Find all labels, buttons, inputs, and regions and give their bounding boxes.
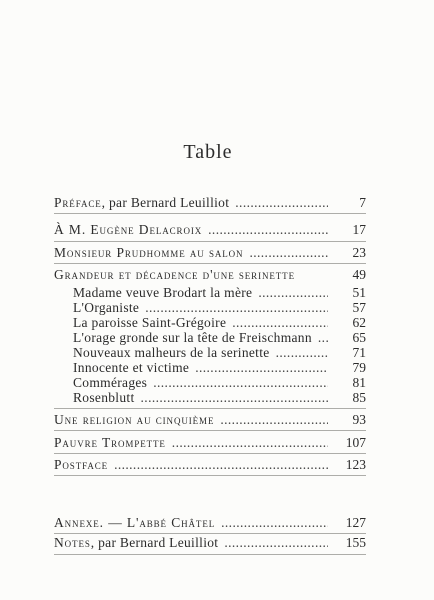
page-number: 23 <box>352 245 366 260</box>
toc-section <box>54 512 366 534</box>
toc-entry <box>54 535 366 551</box>
chapter-entry-text <box>73 345 328 360</box>
toc-entry <box>54 412 366 428</box>
toc-entry <box>54 195 366 211</box>
toc-section <box>54 534 366 555</box>
page-number: 127 <box>345 515 366 530</box>
page-number: 71 <box>352 345 366 360</box>
dot-leader <box>249 245 328 261</box>
page-number: 17 <box>352 222 366 237</box>
page-number: 79 <box>352 360 366 375</box>
dot-leader <box>220 412 328 428</box>
toc-entry-text <box>54 435 328 451</box>
chapter-title: Innocente et victime <box>73 360 190 375</box>
toc-section <box>54 454 366 476</box>
chapter-title: Commérages <box>73 375 148 390</box>
page-number: 7 <box>359 195 366 210</box>
toc-entry <box>54 245 366 261</box>
chapter-title: L'Organiste <box>73 300 140 315</box>
chapter-entry <box>73 315 366 330</box>
page-title: Table <box>183 141 233 163</box>
toc-entry-text <box>54 535 328 551</box>
chapter-title: Madame veuve Brodart la mère <box>73 285 253 300</box>
chapter-entry <box>73 300 366 315</box>
toc-entry-text <box>54 245 328 261</box>
chapter-entry <box>73 345 366 360</box>
toc-entry <box>54 435 366 451</box>
dot-leader <box>145 300 328 315</box>
toc-entry-title: Grandeur et décadence d'une serinette <box>54 267 295 282</box>
toc-entry-text <box>54 267 328 283</box>
page-number: 85 <box>352 390 366 405</box>
dot-leader <box>258 285 328 300</box>
chapter-entry-text <box>73 300 328 315</box>
toc-entry-text <box>54 515 328 531</box>
chapter-entry-text <box>73 390 328 405</box>
toc-entry-title: Notes <box>54 535 91 550</box>
dot-leader <box>141 390 328 405</box>
chapter-entry <box>73 360 366 375</box>
chapter-entry <box>73 285 366 300</box>
toc-section <box>54 242 366 264</box>
toc-entry-text <box>54 222 328 238</box>
chapter-entry-text <box>73 360 328 375</box>
toc-section <box>54 193 366 214</box>
page-number: 62 <box>352 315 366 330</box>
toc-entry-title: Pauvre Trompette <box>54 435 166 450</box>
dot-leader <box>224 535 328 551</box>
dot-leader <box>221 515 328 531</box>
page-number: 65 <box>352 330 366 345</box>
chapter-entry-text <box>73 285 328 300</box>
chapter-entry-text <box>73 375 328 390</box>
chapter-entry <box>73 330 366 345</box>
toc-entry-title: Une religion au cinquième <box>54 412 215 427</box>
toc-entry-text <box>54 195 328 211</box>
dot-leader <box>172 435 328 451</box>
toc-entry-title: Annexe. — L'abbé Châtel <box>54 515 216 530</box>
page-number: 81 <box>352 375 366 390</box>
toc-entry-title: Préface <box>54 195 102 210</box>
dot-leader <box>232 315 328 330</box>
toc-entry <box>54 222 366 238</box>
page-number: 107 <box>345 435 366 450</box>
toc-section <box>54 219 366 242</box>
toc-entry-text <box>54 457 328 473</box>
page-number: 93 <box>352 412 366 427</box>
toc-entry <box>54 267 366 283</box>
page-number: 155 <box>345 535 366 550</box>
toc-entry-title: Postface <box>54 457 109 472</box>
toc-entry <box>54 457 366 473</box>
dot-leader <box>318 330 328 345</box>
toc-section <box>54 409 366 431</box>
page-number: 51 <box>352 285 366 300</box>
chapter-list <box>54 283 366 405</box>
chapter-title: La paroisse Saint-Grégoire <box>73 315 227 330</box>
dot-leader <box>276 345 328 360</box>
chapter-title: Rosenblutt <box>73 390 135 405</box>
dot-leader <box>153 375 328 390</box>
chapter-entry <box>73 375 366 390</box>
toc-entry-text <box>54 412 328 428</box>
toc-section <box>54 264 366 409</box>
toc-entry-author: , par Bernard Leuilliot <box>101 195 230 210</box>
dot-leader <box>235 195 328 211</box>
chapter-entry-text <box>73 315 328 330</box>
toc-entry-author: , par Bernard Leuilliot <box>90 535 219 550</box>
chapter-entry <box>73 390 366 405</box>
toc-section <box>54 431 366 454</box>
table-of-contents <box>54 193 366 555</box>
chapter-title: Nouveaux malheurs de la serinette <box>73 345 270 360</box>
dot-leader <box>114 457 328 473</box>
dot-leader <box>208 222 328 238</box>
page-number: 123 <box>345 457 366 472</box>
toc-entry <box>54 515 366 531</box>
dot-leader <box>195 360 328 375</box>
page-number: 57 <box>352 300 366 315</box>
toc-entry-title: À M. Eugène Delacroix <box>54 222 203 237</box>
toc-entry-title: Monsieur Prudhomme au salon <box>54 245 244 260</box>
page-number: 49 <box>352 267 366 282</box>
chapter-title: L'orage gronde sur la tête de Freischmann <box>73 330 312 345</box>
chapter-entry-text <box>73 330 328 345</box>
